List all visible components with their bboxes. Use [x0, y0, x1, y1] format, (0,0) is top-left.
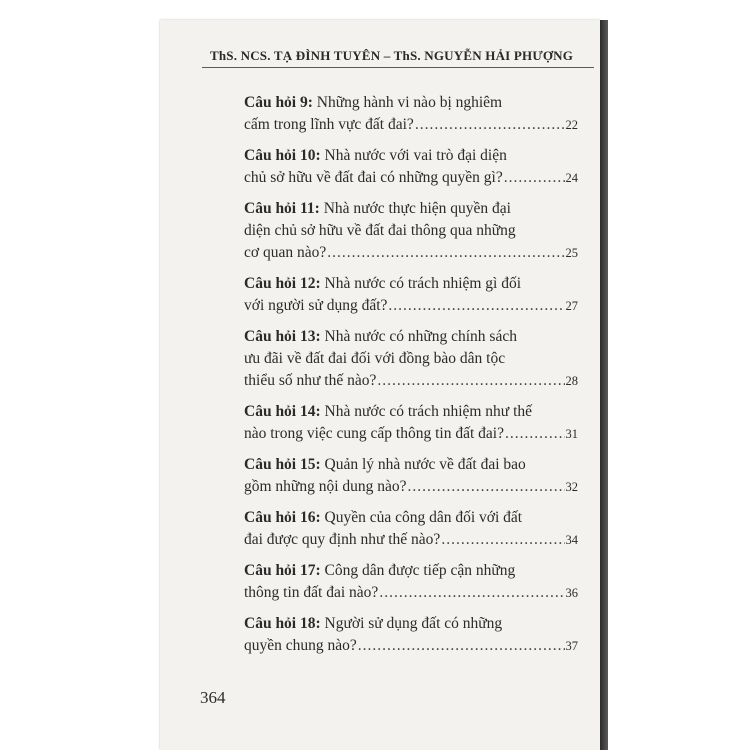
question-label: Câu hỏi 12: [244, 275, 321, 292]
question-label: Câu hỏi 15: [244, 456, 321, 473]
question-text-line: nào trong việc cung cấp thông tin đất đai? [244, 425, 504, 442]
dot-leader [505, 423, 565, 445]
question-text-line: Quản lý nhà nước về đất đai bao [324, 456, 526, 473]
question-text-line: quyền chung nào? [244, 637, 357, 654]
page-number: 364 [200, 688, 226, 707]
question-text-line: Nhà nước thực hiện quyền đại [323, 200, 511, 217]
running-header: ThS. NCS. TẠ ĐÌNH TUYÊN – ThS. NGUYỄN HẢI PHƯỢNG [210, 48, 574, 63]
question-text-line: với người sử dụng đất? [244, 297, 388, 314]
question-text-line: Người sử dụng đất có những [324, 615, 503, 632]
page-ref: 25 [565, 246, 578, 260]
dot-leader [441, 529, 564, 551]
page-ref: 28 [565, 374, 578, 388]
book-page [160, 20, 600, 750]
question-text-line: Nhà nước có trách nhiệm như thế [324, 403, 533, 420]
question-label: Câu hỏi 17: [244, 562, 321, 579]
toc-entry [244, 401, 578, 445]
question-label: Câu hỏi 13: [244, 328, 321, 345]
question-label: Câu hỏi 10: [244, 147, 321, 164]
question-text-line: Công dân được tiếp cận những [324, 562, 516, 579]
toc-entry [244, 92, 578, 136]
toc-entry [244, 145, 578, 189]
question-text-line: gồm những nội dung nào? [244, 478, 407, 495]
question-text-line: Nhà nước có trách nhiệm gì đối [324, 275, 522, 292]
question-text-line: cấm trong lĩnh vực đất đai? [244, 116, 414, 133]
toc-entry [244, 326, 578, 392]
page-edge-shadow [600, 20, 608, 750]
header-rule [202, 67, 594, 68]
question-label: Câu hỏi 9: [244, 94, 313, 111]
toc-entry [244, 273, 578, 317]
table-of-contents [244, 92, 578, 666]
question-text-line: Nhà nước với vai trò đại diện [324, 147, 507, 164]
question-text-line: Quyền của công dân đối với đất [324, 509, 523, 526]
dot-leader [358, 635, 565, 657]
question-text-line: diện chủ sở hữu về đất đai thông qua những [244, 222, 516, 239]
page-ref: 37 [565, 639, 578, 653]
page-ref: 31 [565, 427, 578, 441]
dot-leader [504, 167, 565, 189]
page-ref: 34 [565, 533, 578, 547]
page-ref: 24 [565, 171, 578, 185]
question-text-line: thiểu số như thế nào? [244, 372, 377, 389]
toc-entry [244, 560, 578, 604]
page-ref: 36 [565, 586, 578, 600]
dot-leader [415, 114, 565, 136]
toc-entry [244, 613, 578, 657]
dot-leader [377, 370, 564, 392]
page-ref: 32 [565, 480, 578, 494]
question-text-line: đai được quy định như thế nào? [244, 531, 441, 548]
toc-entry [244, 198, 578, 264]
question-text-line: Những hành vi nào bị nghiêm [316, 94, 503, 111]
question-text-line: Nhà nước có những chính sách [324, 328, 517, 345]
question-text-line: ưu đãi về đất đai đối với đồng bào dân tộc [244, 350, 506, 367]
question-label: Câu hỏi 16: [244, 509, 321, 526]
dot-leader [408, 476, 565, 498]
toc-entry [244, 507, 578, 551]
toc-entry [244, 454, 578, 498]
dot-leader [388, 295, 564, 317]
question-label: Câu hỏi 18: [244, 615, 321, 632]
dot-leader [327, 242, 564, 264]
question-text-line: chủ sở hữu về đất đai có những quyền gì? [244, 169, 503, 186]
page-ref: 22 [565, 118, 578, 132]
question-label: Câu hỏi 11: [244, 200, 320, 217]
question-label: Câu hỏi 14: [244, 403, 321, 420]
dot-leader [379, 582, 564, 604]
question-text-line: thông tin đất đai nào? [244, 584, 379, 601]
page-ref: 27 [565, 299, 578, 313]
question-text-line: cơ quan nào? [244, 244, 327, 261]
